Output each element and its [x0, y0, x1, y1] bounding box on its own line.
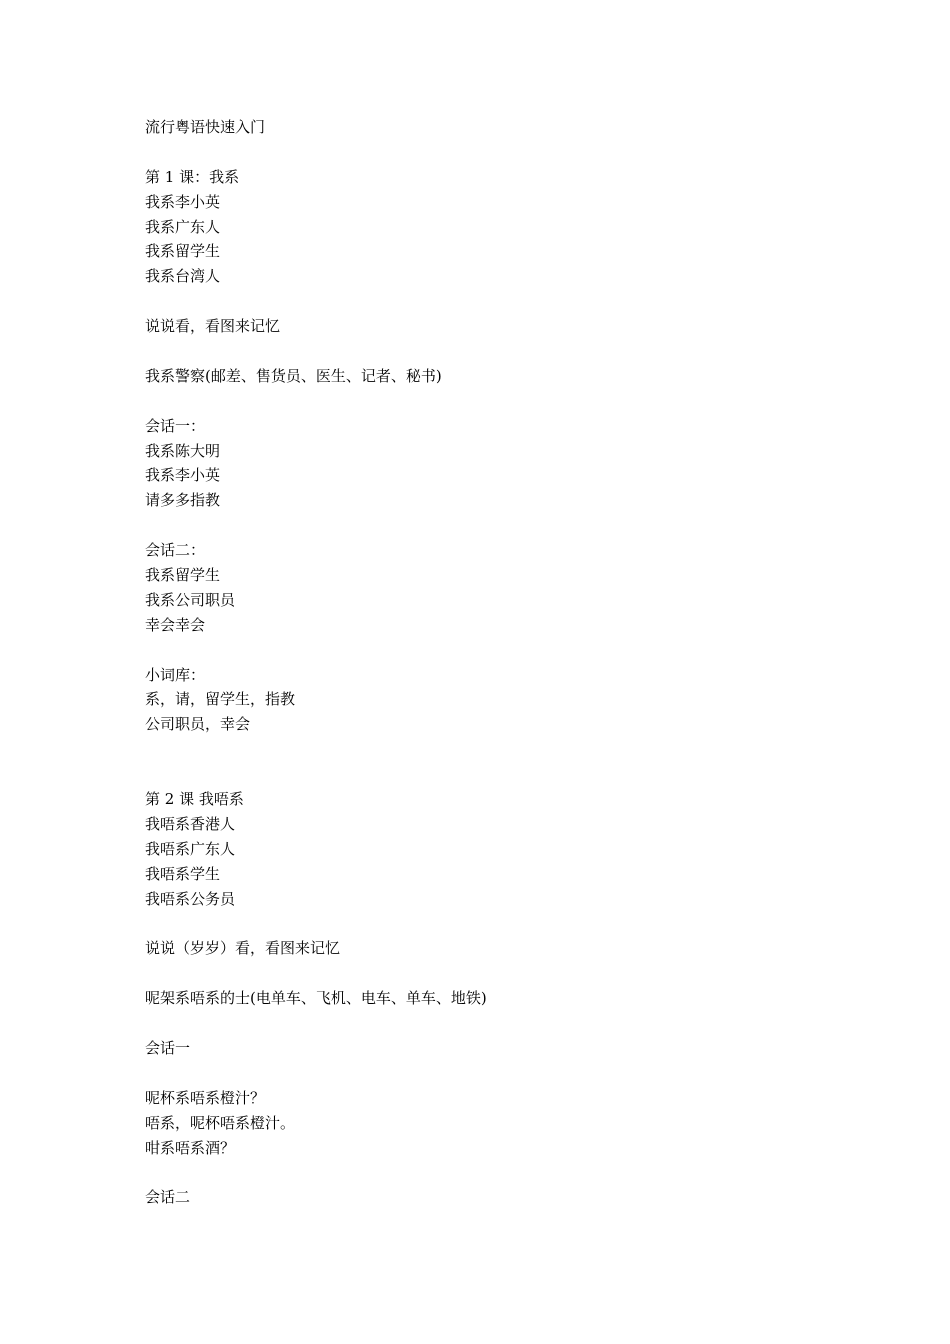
spacer: [145, 1061, 905, 1086]
spacer: [145, 737, 905, 787]
dialogue-line: 呢杯系唔系橙汁？: [145, 1088, 266, 1107]
spacer: [145, 961, 905, 986]
lesson1-example: 我系李小英: [145, 192, 221, 211]
spacer: [145, 289, 905, 314]
lesson1-example: 我系广东人: [145, 217, 221, 236]
document-title: 流行粤语快速入门: [145, 118, 266, 136]
lesson2-example: 我唔系学生: [145, 864, 221, 883]
dialogue-line: 我系李小英: [145, 466, 221, 485]
lesson1-practice-label: 说说看，看图来记忆: [145, 317, 281, 336]
spacer: [145, 513, 905, 538]
dialogue-line: 咁系唔系酒？: [145, 1138, 236, 1157]
document-page: [145, 115, 905, 1210]
spacer: [145, 140, 905, 165]
dialogue-line: 我系陈大明: [145, 441, 221, 460]
lesson1-practice-sentence: 我系警察(邮差、售货员、医生、记者、秘书): [145, 366, 442, 385]
vocab-line: 系，请，留学生，指教: [145, 690, 296, 709]
lesson1-example: 我系留学生: [145, 242, 221, 261]
lesson2-practice-sentence: 呢架系唔系的士(电单车、飞机、电车、单车、地铁): [145, 989, 487, 1008]
lesson2-example: 我唔系公务员: [145, 889, 236, 908]
dialogue-line: 请多多指教: [145, 491, 221, 510]
lesson2-example: 我唔系广东人: [145, 839, 236, 858]
lesson1-example: 我系台湾人: [145, 267, 221, 286]
spacer: [145, 1160, 905, 1185]
lesson2-dialogue2-label: 会话二: [145, 1188, 191, 1207]
dialogue-line: 我系公司职员: [145, 590, 236, 609]
lesson1-heading: 第 1 课：我系: [145, 167, 240, 186]
spacer: [145, 912, 905, 937]
lesson2-practice-label: 说说（岁岁）看，看图来记忆: [145, 939, 341, 958]
lesson1-vocab-label: 小词库：: [145, 665, 206, 684]
spacer: [145, 339, 905, 364]
lesson1-dialogue1-label: 会话一：: [145, 416, 206, 435]
spacer: [145, 389, 905, 414]
lesson2-example: 我唔系香港人: [145, 814, 236, 833]
spacer: [145, 638, 905, 663]
dialogue-line: 我系留学生: [145, 566, 221, 585]
lesson2-heading: 第 2 课 我唔系: [145, 790, 244, 809]
lesson1-dialogue2-label: 会话二：: [145, 541, 206, 560]
vocab-line: 公司职员，幸会: [145, 715, 251, 734]
dialogue-line: 幸会幸会: [145, 615, 206, 634]
lesson2-dialogue1-label: 会话一: [145, 1038, 191, 1057]
dialogue-line: 唔系，呢杯唔系橙汁。: [145, 1113, 296, 1132]
spacer: [145, 1011, 905, 1036]
